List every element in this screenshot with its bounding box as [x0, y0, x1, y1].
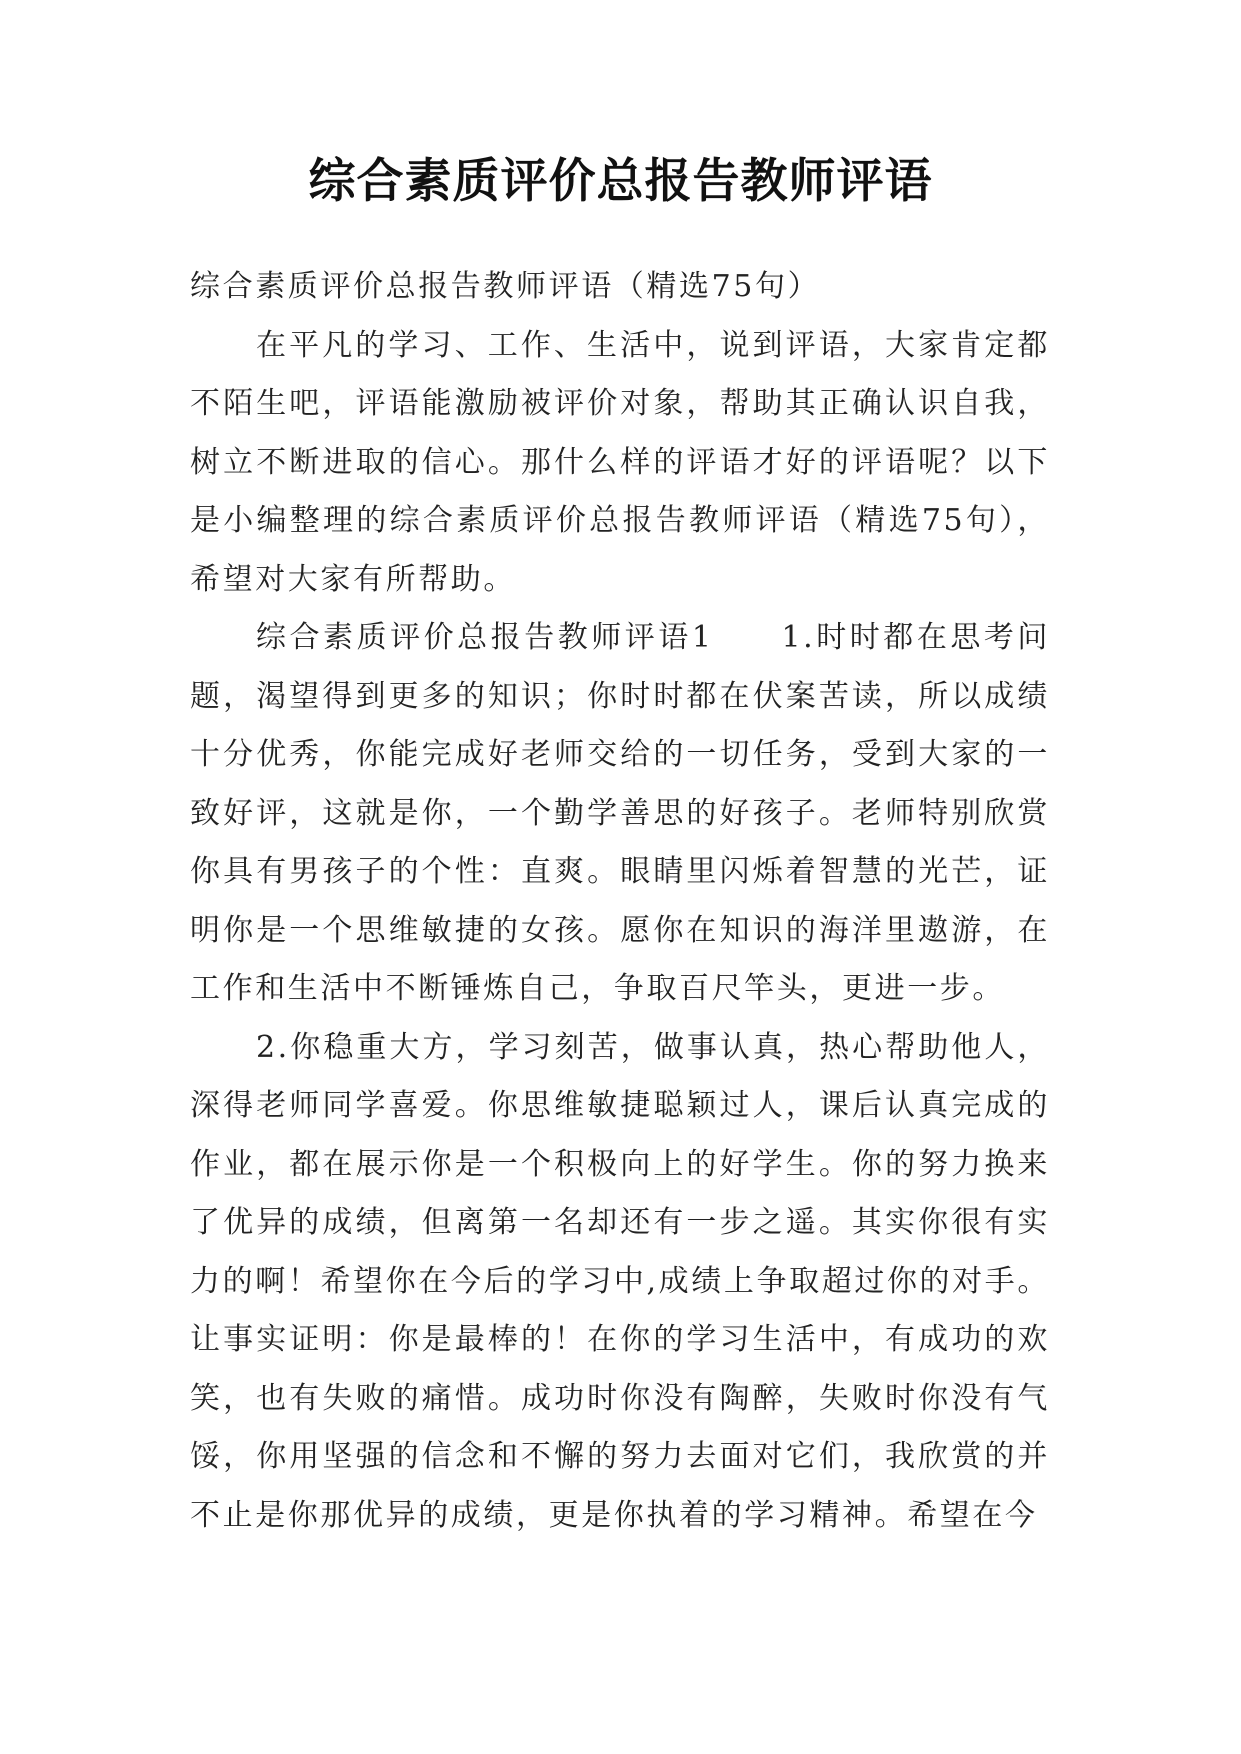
intro-paragraph: 在平凡的学习、工作、生活中，说到评语，大家肯定都不陌生吧，评语能激励被评价对象，帮助其正确认识自我，树立不断进取的信心。那什么样的评语才好的评语呢？以下是小编整理的综合素质评价总报告教师评语（精选75句），希望对大家有所帮助。	[190, 327, 1050, 597]
document-title: 综合素质评价总报告教师评语	[308, 154, 933, 209]
document-body	[190, 258, 1050, 1545]
comment-paragraph-1: 综合素质评价总报告教师评语1 1.时时都在思考问题，渴望得到更多的知识；你时时都在伏案苦读，所以成绩十分优秀，你能完成好老师交给的一切任务，受到大家的一致好评，这就是你，一个勤学善思的好孩子。老师特别欣赏你具有男孩子的个性：直爽。眼睛里闪烁着智慧的光芒，证明你是一个思维敏捷的女孩。愿你在知识的海洋里遨游，在工作和生活中不断锤炼自己，争取百尺竿头，更进一步。	[190, 620, 1050, 1006]
comment-paragraph-2: 2.你稳重大方，学习刻苦，做事认真，热心帮助他人，深得老师同学喜爱。你思维敏捷聪颖过人，课后认真完成的作业，都在展示你是一个积极向上的好学生。你的努力换来了优异的成绩，但离第一名却还有一步之遥。其实你很有实力的啊！希望你在今后的学习中,成绩上争取超过你的对手。让事实证明：你是最棒的！在你的学习生活中，有成功的欢笑，也有失败的痛惜。成功时你没有陶醉，失败时你没有气馁，你用坚强的信念和不懈的努力去面对它们，我欣赏的并不止是你那优异的成绩，更是你执着的学习精神。希望在今	[190, 1029, 1050, 1533]
subtitle-paragraph: 综合素质评价总报告教师评语（精选75句）	[190, 269, 821, 304]
